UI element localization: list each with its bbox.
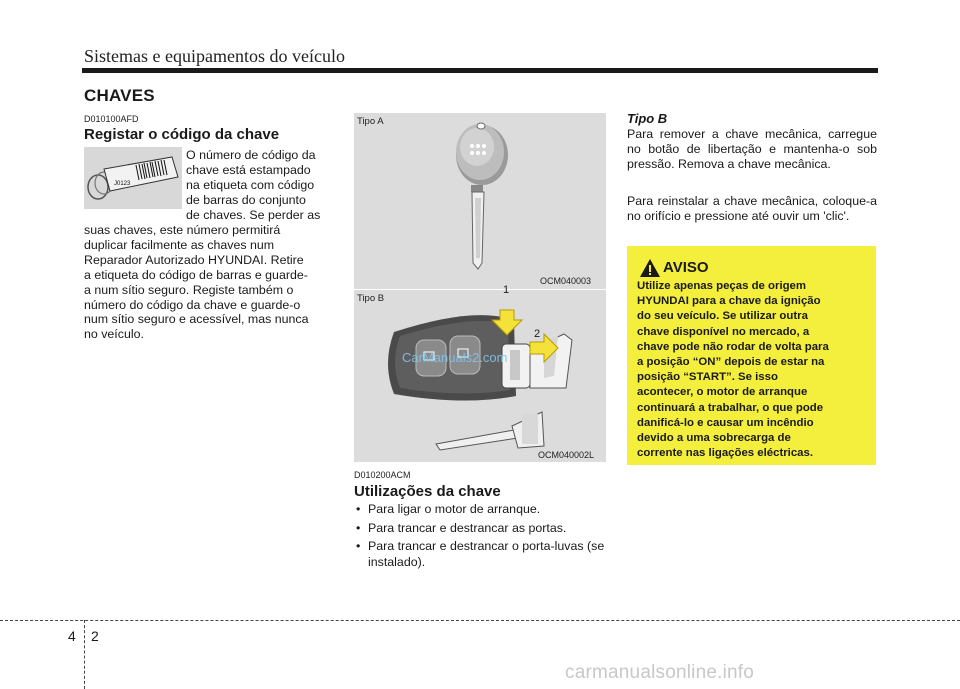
warning-triangle-icon [639,258,661,278]
para-line: de barras do conjunto [186,192,306,207]
warning-box [627,246,876,465]
image-watermark: CarManuals2.com [402,350,508,365]
para-line: duplicar facilmente as chaves num [84,237,275,252]
figure-a-label: Tipo A [357,116,384,127]
warning-line: HYUNDAI para a chave da ignição [637,295,821,308]
chapter-header-title: Sistemas e equipamentos do veículo [84,46,345,66]
bullet-list-utilizacoes [354,502,606,573]
para-line: número do código da chave e guarde-o [84,297,301,312]
key-type-b-illustration [354,290,606,462]
page-number: 2 [91,628,99,644]
header-rule-thin [82,72,878,73]
warning-line: chave pode não rodar de volta para [637,340,829,353]
figure-b-code: OCM040002L [538,450,595,460]
key-tag-image [84,147,182,209]
figure-key-type-b [354,284,606,462]
section-code-registar: D010100AFD [84,114,139,124]
warning-line: devido a uma sobrecarga de [637,432,791,445]
list-item: • Para ligar o motor de arranque. [354,502,606,518]
warning-line: do seu veículo. Se utilizar outra [637,310,808,323]
step-1-marker: 1 [503,284,510,296]
paragraph-registar-wrap [186,148,334,223]
warning-line: Utilize apenas peças de origem [637,280,807,292]
warning-line: corrente nas ligações eléctricas. [637,447,814,460]
heading-utilizacoes: Utilizações da chave [354,483,501,500]
para-line: suas chaves, este número permitirá [84,223,281,237]
warning-line: danificá-lo e causar um incêndio [637,416,814,429]
para-line: na etiqueta com código [186,177,315,192]
para-line: no veículo. [84,327,144,342]
warning-text [637,279,867,461]
para-line: chave está estampado [186,162,311,177]
figure-a-code: OCM040003 [540,276,592,286]
warning-line: acontecer, o motor de arranque [637,386,808,399]
para-line: num sítio seguro e acessível, mas nunca [84,312,309,327]
footer-vertical-rule [84,620,85,689]
site-watermark: carmanualsonline.info [565,662,755,683]
warning-line: posição “START”. Se isso [637,371,778,384]
para-line: a num sítio seguro. Registe também o [84,282,294,297]
section-code-utilizacoes: D010200ACM [354,470,411,480]
warning-line: chave disponível no mercado, a [637,325,810,338]
footer-dashed-rule [0,620,960,621]
list-item: • Para trancar e destrancar o porta-luvas (se instalado). [354,539,606,570]
heading-tipo-b: Tipo B [627,111,668,126]
step-2-marker: 2 [534,328,541,340]
list-item: • Para trancar e destrancar as portas. [354,521,606,537]
paragraph-reinstall-key: Para reinstalar a chave mecânica, coloque-a no orifício e pressione até ouvir um 'clic'. [627,194,877,223]
paragraph-registar [84,223,334,342]
figure-key-type-a [354,113,606,289]
warning-line: a posição “ON” depois de estar na [637,356,825,369]
para-line: O número de código da [186,148,316,162]
para-line: Reparador Autorizado HYUNDAI. Retire [84,252,304,267]
tag-number-text: J0123 [114,181,131,187]
key-tag-illustration [84,147,182,209]
section-title: CHAVES [84,86,155,105]
warning-line: continuará a trabalhar, o que pode [637,401,824,414]
para-line: de chaves. Se perder as [186,207,321,222]
figure-b-label: Tipo B [357,293,385,304]
heading-registar: Registar o código da chave [84,126,280,143]
warning-title: AVISO [663,259,709,276]
paragraph-remove-key: Para remover a chave mecânica, carregue no botão de libertação e mantenha-o sob pressão. Remova a chave mecânica. [627,127,877,171]
page-chapter-number: 4 [68,628,76,644]
key-type-a-illustration [354,113,606,289]
para-line: a etiqueta do código de barras e guarde- [84,267,308,282]
